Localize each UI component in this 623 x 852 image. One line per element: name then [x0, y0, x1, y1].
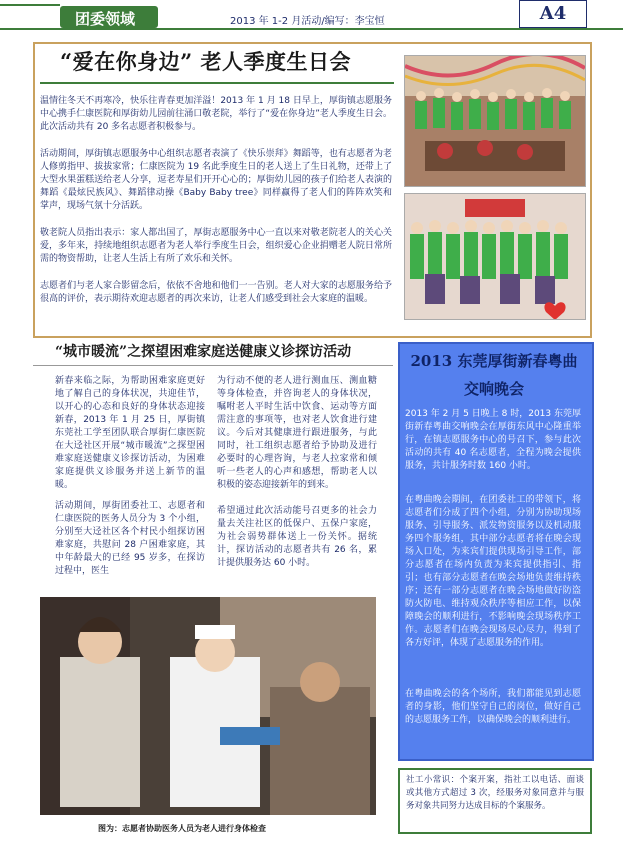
middle-article-paragraph: 希望通过此次活动能号召更多的社会力量去关注社区的低保户、五保户家庭，为社会弱势群体送上一份关怀。据统计，探访活动的志愿者共有 26 名，累计提供服务达 60 小时。	[217, 506, 377, 568]
birthday-party-photo	[404, 55, 586, 187]
middle-article-title: “城市暖流”之探望困难家庭送健康义诊探访活动	[55, 344, 352, 360]
side-article-paragraph: 在粤曲晚会期间，在团委社工的带领下，将志愿者们分成了四个小组，分别为协助现场服务、引导服务、派发物资服务以及机动服务四个服务组，其中部分志愿者将在晚会现场入口处，为来宾们提供现场引导工作，部分志愿者在场内负责为来宾提供指引、指引；也有部分志愿者在晚会场地负责维持秩序；还有一部分志愿者在晚会场地做好防盗防火防电、维持观众秩序等相应工作，以保障晚会的顺利进行，不影响晚会现场秩序工作。志愿者们在晚会现场尽心尽力，得到了各方好评，体现了志愿服务的作用。	[405, 495, 581, 648]
group-photo	[404, 193, 586, 320]
top-article-paragraph: 敬老院人员指出表示：家人都出国了，厚街志愿服务中心一直以来对敬老院老人的关心关爱，多年来，持续地组织志愿者为老人举行季度生日会，组织爱心企业捐赠老人院日常所需的物资帮助，让老人生活上有所了欢乐和关怀。	[40, 228, 392, 264]
middle-title-rule	[33, 365, 393, 366]
middle-article-paragraph: 新春来临之际，为帮助困难家庭更好地了解自己的身体状况，共迎佳节，以开心的心态和良好的身体状态迎接新春，2013 年 1 月 25 日，厚街镇东莞社工学至团队联合厚街仁康医院在大迳社区开展“城市暖流”之探望困难家庭送健康义诊探访活动，为困难家庭提供义诊服务并送上新节的温暖。	[55, 376, 205, 490]
header-rule-left	[0, 4, 60, 6]
middle-article-paragraph: 活动期间，厚街团委社工、志愿者和仁康医院的医务人员分为 3 个小组，分别至大迳社区各个村民小组探访困难家庭，共慰问 28 户困难家庭，其中年龄最大的已经 95 岁多，在探访过程中，医生	[55, 501, 205, 576]
title-underline	[40, 82, 394, 84]
page-number: A4	[519, 0, 587, 28]
top-article-title: “爱在你身边” 老人季度生日会	[60, 49, 351, 74]
social-work-tip-box	[398, 768, 592, 834]
side-article-title: 2013 东莞厚街新春粤曲交响晚会	[410, 352, 578, 398]
issue-meta: 2013 年 1-2 月活动/编写：李宝恒	[230, 16, 385, 27]
section-title: 团委领域	[75, 10, 136, 28]
side-article-paragraph: 2013 年 2 月 5 日晚上 8 时，2013 东莞厚街新春粤曲交响晚会在厚街东风中心隆重举行，在镇志愿服务中心的号召下，参与此次活动的共有 40 名志愿者，全程为晚会提供服务，共计服务时数 160 小时。	[405, 409, 581, 471]
photo-caption: 图为：志愿者协助医务人员为老人进行身体检查	[98, 824, 266, 833]
top-article-paragraph: 活动期间，厚街镇志愿服务中心组织志愿者表演了《快乐崇拜》舞蹈等，也有志愿者为老人修剪指甲、拔拔家常；仁康医院为 19 名此季度生日的老人送上了生日礼物，还带上了大型水果蛋糕送给老人分享，逗老寿星们开开心心的；厚街幼儿园的孩子们给老人表演的舞蹈《最炫民族风》、舞蹈律动操《Baby Baby tree》同样赢得了老人们的阵阵欢笑和掌声，现场气氛十分活跃。	[40, 149, 392, 211]
tip-text: 社工小常识：个案开案，指社工以电话、面谈或其他方式超过 3 次，经服务对象同意并与服务对象共同努力达成目标的个案服务。	[406, 775, 584, 811]
middle-article-paragraph: 为行动不便的老人进行测血压、测血糖等身体检查，并咨询老人的身体状况，嘱咐老人平时生活中饮食、运动等方面需注意的事项等，也对老人饮食进行建议。今后对其健康进行跟进服务，与此同时，社工组织志愿者给予协助及进行必要时的心理咨询，与老人拉家常和倾听一些老人的心声和感想，帮助老人以积极的姿态迎接新年的到来。	[217, 376, 377, 490]
top-article-paragraph: 温情往冬天不再寒冷，快乐往青春更加洋溢！2013 年 1 月 18 日早上，厚街镇志愿服务中心携手仁康医院和厚街幼儿园前往涌口敬老院，举行了“爱在你身边”老人季度生日会。此次活动共有 20 多名志愿者积极参与。	[40, 96, 392, 132]
health-check-photo	[40, 597, 376, 815]
side-article-paragraph: 在粤曲晚会的各个场所，我们都能见到志愿者的身影，他们坚守自己的岗位，做好自己的志愿服务工作，以确保晚会的顺利进行。	[405, 689, 581, 725]
header-rule	[0, 28, 623, 30]
top-article-paragraph: 志愿者们与老人家合影留念后，依依不舍地和他们一一告别。老人对大家的志愿服务给予很高的评价，表示期待欢迎志愿者的再次来访，让老人们感受到社会大家庭的温暖。	[40, 281, 392, 304]
